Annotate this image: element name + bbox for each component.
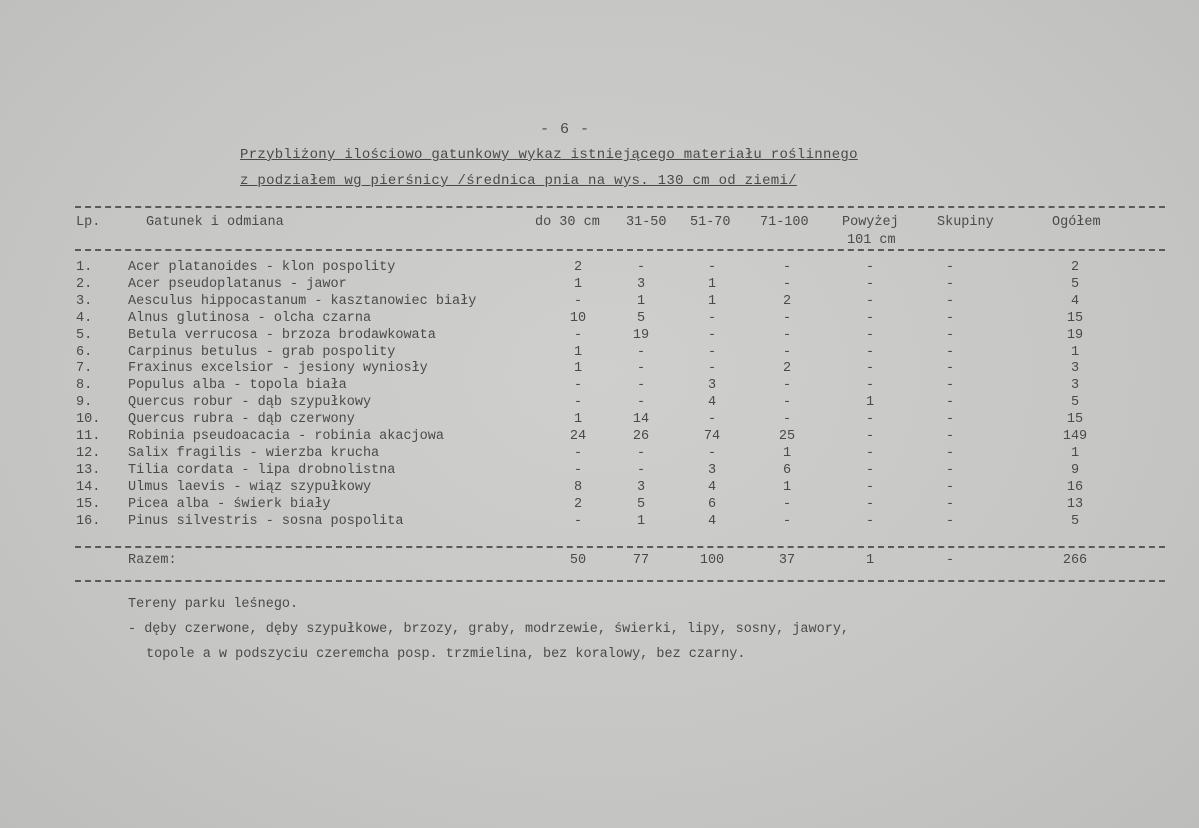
row-c2: - [636,260,646,275]
row-lp: 10. [76,412,101,428]
totals-label: Razem: [128,553,177,568]
row-c5: - [865,479,875,495]
totals-bottom-rule [75,580,1165,582]
row-species: Robinia pseudoacacia - robinia akacjowa [128,429,444,444]
notes-line-1: - dęby czerwone, dęby szypułkowe, brzozy, graby, modrzewie, świerki, lipy, sosny, jawory, [128,622,850,637]
row-c2: - [636,395,646,411]
row-c6: - [945,276,955,292]
row-c7: 9 [1070,462,1080,478]
row-c3: 1 [707,293,717,309]
title-line-1: Przybliżony ilościowo gatunkowy wykaz istniejącego materiału roślinnego [240,147,858,163]
row-c2: - [636,361,646,377]
table-row [0,294,1199,311]
row-c4: - [782,496,792,512]
row-c3: - [707,260,717,275]
table-row [0,429,1199,446]
row-c5: - [865,445,875,461]
row-c2: 5 [636,310,646,326]
row-lp: 13. [76,462,101,478]
total-c5: 1 [865,553,875,568]
row-c7: 19 [1066,327,1084,343]
row-c2: 5 [636,496,646,512]
row-c2: 1 [636,293,646,309]
row-c5: - [865,462,875,478]
row-c2: - [636,462,646,478]
row-c4: - [782,276,792,292]
total-c7: 266 [1062,553,1088,568]
row-c4: 2 [782,361,792,377]
row-c2: 1 [636,513,646,529]
notes-heading: Tereny parku leśnego. [128,597,299,612]
notes-line-2: topole a w podszyciu czeremcha posp. trzmielina, bez koralowy, bez czarny. [146,647,746,662]
row-c1: - [573,378,583,394]
row-species: Populus alba - topola biała [128,378,347,394]
row-lp: 1. [76,260,93,275]
row-c1: - [573,293,583,309]
row-lp: 9. [76,395,93,411]
table-row [0,463,1199,480]
row-c1: 1 [573,412,583,428]
header-species: Gatunek i odmiana [146,215,284,230]
row-c6: - [945,378,955,394]
row-c1: 8 [573,479,583,495]
row-c6: - [945,429,955,444]
row-c6: - [945,293,955,309]
row-c5: - [865,293,875,309]
row-c6: - [945,395,955,411]
header-c1: do 30 cm [535,215,600,230]
row-c2: 3 [636,479,646,495]
row-species: Alnus glutinosa - olcha czarna [128,310,372,326]
row-c7: 2 [1070,260,1080,275]
row-c7: 15 [1066,310,1084,326]
row-c3: 74 [703,429,721,444]
title-line-2: z podziałem wg pierśnicy /średnica pnia na wys. 130 cm od ziemi/ [240,173,797,189]
row-c5: - [865,378,875,394]
row-c2: 3 [636,276,646,292]
header-c6: Skupiny [937,215,994,230]
row-c6: - [945,513,955,529]
header-bottom-rule [75,249,1165,251]
row-c5: - [865,276,875,292]
row-c3: 3 [707,462,717,478]
row-c5: - [865,344,875,360]
row-c1: 2 [573,260,583,275]
row-c7: 3 [1070,361,1080,377]
table-row [0,395,1199,412]
table-row [0,361,1199,378]
header-c4: 71-100 [760,215,809,230]
row-c3: - [707,412,717,428]
header-c2: 31-50 [626,215,667,230]
row-c6: - [945,361,955,377]
row-c6: - [945,310,955,326]
row-c4: - [782,327,792,343]
row-c1: - [573,462,583,478]
row-c1: 2 [573,496,583,512]
row-c4: 6 [782,462,792,478]
row-c3: 4 [707,479,717,495]
row-c5: - [865,327,875,343]
row-c4: - [782,260,792,275]
row-c7: 16 [1066,479,1084,495]
header-c7: Ogółem [1052,215,1101,230]
row-c3: - [707,361,717,377]
row-c1: 1 [573,276,583,292]
header-lp: Lp. [76,215,101,230]
row-c3: - [707,327,717,343]
table-row [0,260,1199,277]
row-c1: - [573,513,583,529]
row-c5: - [865,429,875,444]
table-row [0,514,1199,531]
totals-top-rule [75,546,1165,548]
row-c2: 19 [632,327,650,343]
row-species: Carpinus betulus - grab pospolity [128,344,396,360]
row-c1: - [573,395,583,411]
row-c1: 1 [573,361,583,377]
row-c3: 4 [707,513,717,529]
row-c7: 4 [1070,293,1080,309]
row-c4: - [782,344,792,360]
row-c6: - [945,462,955,478]
row-lp: 5. [76,327,93,343]
row-c4: 2 [782,293,792,309]
row-species: Quercus rubra - dąb czerwony [128,412,355,428]
row-c3: 3 [707,378,717,394]
row-species: Aesculus hippocastanum - kasztanowiec biały [128,293,477,309]
row-c2: 14 [632,412,650,428]
row-species: Picea alba - świerk biały [128,496,331,512]
row-c4: - [782,513,792,529]
row-species: Pinus silvestris - sosna pospolita [128,513,404,529]
row-lp: 7. [76,361,93,377]
row-c2: - [636,344,646,360]
row-c7: 15 [1066,412,1084,428]
table-row [0,328,1199,345]
total-c1: 50 [569,553,587,568]
row-lp: 2. [76,276,93,292]
row-c4: - [782,310,792,326]
row-c6: - [945,327,955,343]
table-row [0,497,1199,514]
row-lp: 16. [76,513,101,529]
row-c7: 5 [1070,513,1080,529]
row-c1: 10 [569,310,587,326]
header-c5: Powyżej [842,215,899,230]
row-c2: 26 [632,429,650,444]
table-row [0,345,1199,362]
row-c1: - [573,445,583,461]
row-c7: 5 [1070,276,1080,292]
row-c7: 1 [1070,344,1080,360]
table-top-rule [75,206,1165,208]
row-lp: 12. [76,445,101,461]
table-row [0,480,1199,497]
page-number: - 6 - [540,121,591,138]
row-c5: - [865,513,875,529]
row-species: Tilia cordata - lipa drobnolistna [128,462,396,478]
row-c2: - [636,445,646,461]
row-species: Salix fragilis - wierzba krucha [128,445,380,461]
row-species: Acer platanoides - klon pospolity [128,260,396,275]
row-c3: - [707,310,717,326]
row-c3: 4 [707,395,717,411]
row-species: Betula verrucosa - brzoza brodawkowata [128,327,436,343]
row-lp: 6. [76,344,93,360]
total-c6: - [945,553,955,568]
row-c4: 25 [778,429,796,444]
header-c3: 51-70 [690,215,731,230]
row-lp: 8. [76,378,93,394]
row-c3: 6 [707,496,717,512]
table-row [0,277,1199,294]
row-c7: 5 [1070,395,1080,411]
row-c5: - [865,496,875,512]
row-c5: 1 [865,395,875,411]
row-c5: - [865,260,875,275]
table-row [0,412,1199,429]
total-c3: 100 [699,553,725,568]
row-lp: 3. [76,293,93,309]
row-c7: 149 [1062,429,1088,444]
row-c6: - [945,479,955,495]
row-c2: - [636,378,646,394]
row-c4: 1 [782,479,792,495]
row-lp: 11. [76,429,101,444]
table-row [0,311,1199,328]
table-row [0,446,1199,463]
row-c1: 24 [569,429,587,444]
row-c7: 1 [1070,445,1080,461]
row-c1: - [573,327,583,343]
row-species: Quercus robur - dąb szypułkowy [128,395,372,411]
row-c1: 1 [573,344,583,360]
row-c6: - [945,496,955,512]
row-c5: - [865,412,875,428]
row-lp: 15. [76,496,101,512]
row-species: Ulmus laevis - wiąz szypułkowy [128,479,372,495]
row-c5: - [865,310,875,326]
row-c4: - [782,395,792,411]
row-c3: - [707,344,717,360]
row-c3: - [707,445,717,461]
row-c6: - [945,412,955,428]
row-c4: - [782,412,792,428]
row-c5: - [865,361,875,377]
row-c6: - [945,260,955,275]
total-c4: 37 [778,553,796,568]
row-lp: 14. [76,479,101,495]
table-row [0,378,1199,395]
total-c2: 77 [632,553,650,568]
row-c7: 3 [1070,378,1080,394]
row-c3: 1 [707,276,717,292]
row-c4: 1 [782,445,792,461]
row-c6: - [945,445,955,461]
row-c7: 13 [1066,496,1084,512]
row-species: Fraxinus excelsior - jesiony wyniosły [128,361,428,377]
row-species: Acer pseudoplatanus - jawor [128,276,347,292]
header-c5-sub: 101 cm [847,233,896,248]
row-lp: 4. [76,310,93,326]
row-c6: - [945,344,955,360]
row-c4: - [782,378,792,394]
